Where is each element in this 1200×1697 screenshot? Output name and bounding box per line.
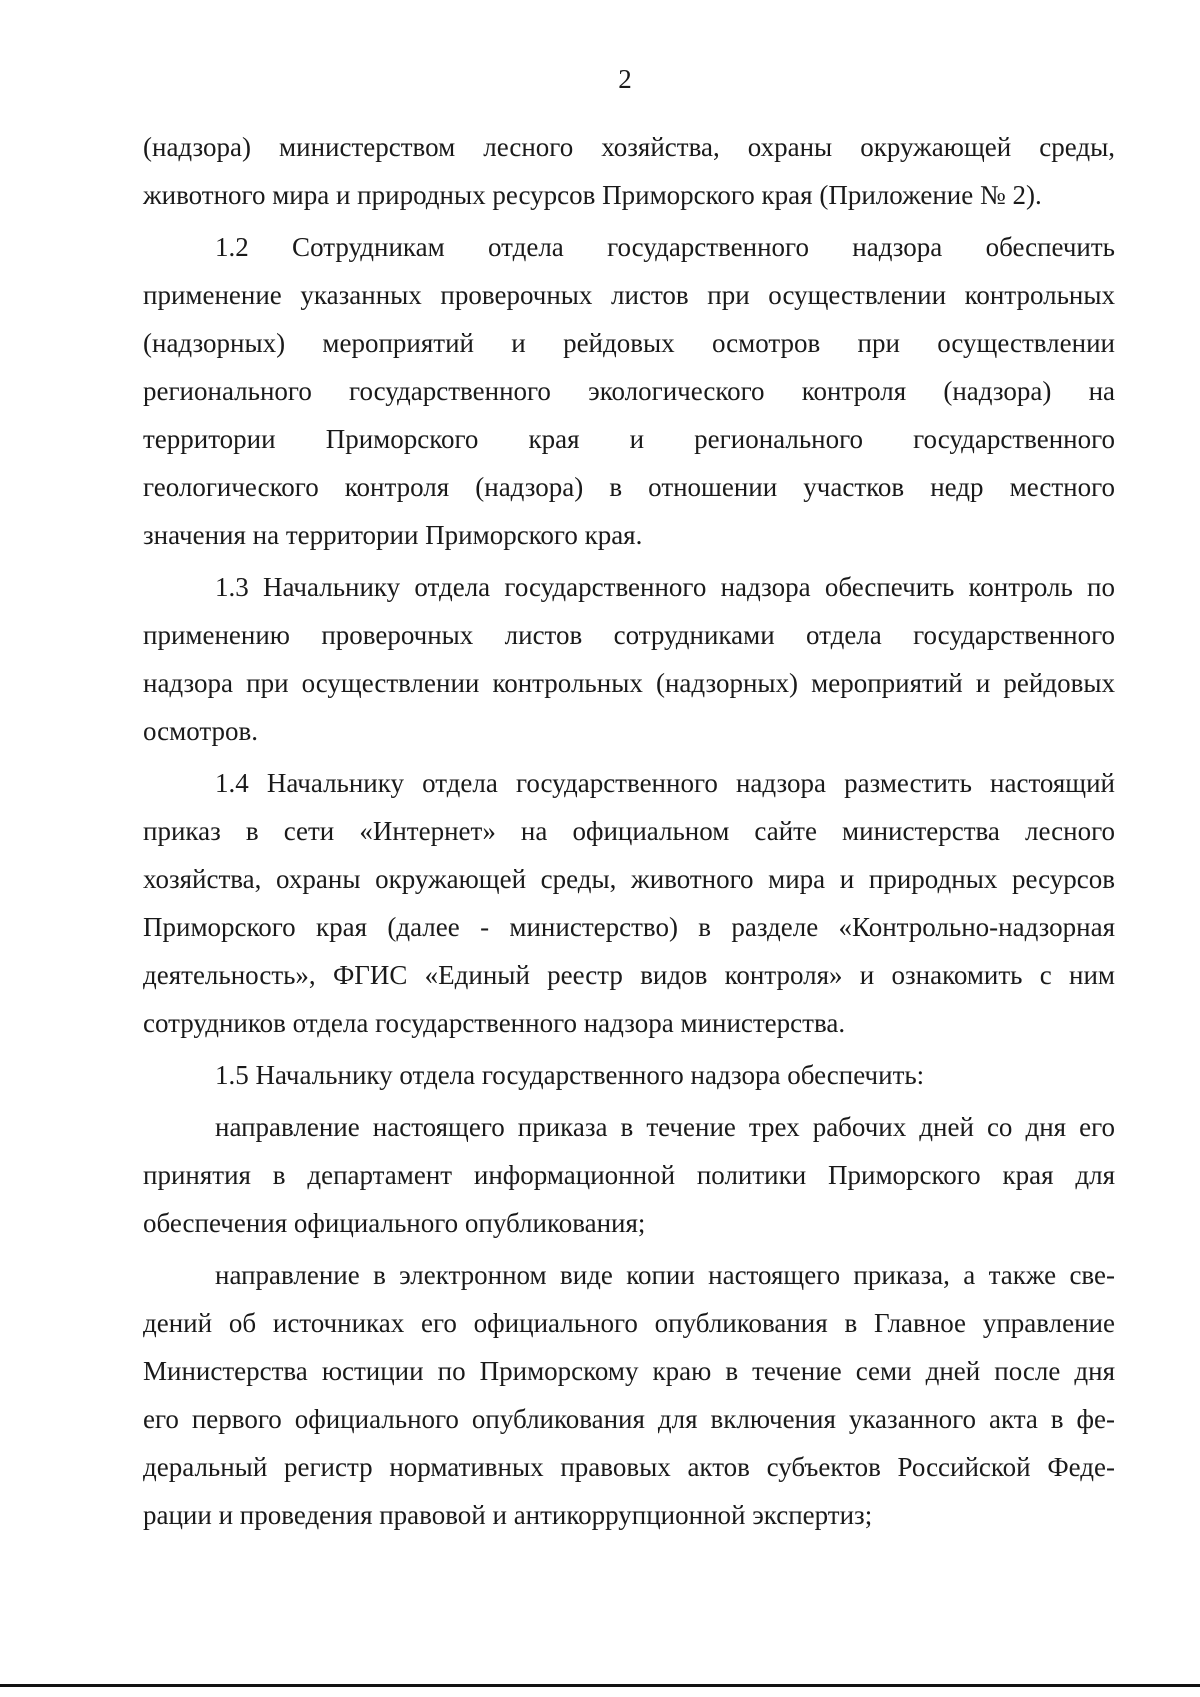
text-line: сотрудников отдела государственного надзора министерства.: [143, 1008, 846, 1038]
page-number: 2: [618, 64, 632, 94]
text-line: Министерства юстиции по Приморскому краю в течение семи дней после дня: [143, 1356, 1115, 1386]
text-line: применение указанных проверочных листов при осуществлении контрольных: [143, 280, 1115, 310]
text-line: 1.3 Начальнику отдела государственного надзора обеспечить контроль по: [215, 572, 1115, 602]
text-line: направление настоящего приказа в течение трех рабочих дней со дня его: [215, 1112, 1115, 1142]
text-line: значения на территории Приморского края.: [143, 520, 643, 550]
text-line: надзора при осуществлении контрольных (надзорных) мероприятий и рейдовых: [143, 668, 1115, 698]
text-line: (надзора) министерством лесного хозяйства, охраны окружающей среды,: [143, 132, 1115, 162]
text-line: 1.2 Сотрудникам отдела государственного надзора обеспечить: [215, 232, 1115, 262]
text-line: 1.4 Начальнику отдела государственного надзора разместить настоящий: [215, 768, 1115, 798]
text-line: регионального государственного экологического контроля (надзора) на: [143, 376, 1115, 406]
paragraph: [143, 123, 1115, 219]
text-line: животного мира и природных ресурсов Приморского края (Приложение № 2).: [143, 180, 1042, 210]
text-line: Приморского края (далее - министерство) в разделе «Контрольно-надзорная: [143, 912, 1115, 942]
text-line: дений об источниках его официального опубликования в Главное управление: [143, 1308, 1115, 1338]
paragraph: [143, 1103, 1115, 1247]
scan-edge-line: [0, 1684, 1200, 1687]
text-line: обеспечения официального опубликования;: [143, 1208, 646, 1238]
text-line: хозяйства, охраны окружающей среды, животного мира и природных ресурсов: [143, 864, 1115, 894]
text-line: приказ в сети «Интернет» на официальном сайте министерства лесного: [143, 816, 1115, 846]
text-line: 1.5 Начальнику отдела государственного надзора обеспечить:: [215, 1060, 925, 1090]
text-line: осмотров.: [143, 716, 259, 746]
text-line: (надзорных) мероприятий и рейдовых осмотров при осуществлении: [143, 328, 1115, 358]
paragraph-item-1-2: [143, 223, 1115, 559]
text-line: направление в электронном виде копии настоящего приказа, а также све-: [215, 1260, 1115, 1290]
text-line: территории Приморского края и регионального государственного: [143, 424, 1115, 454]
text-line: деятельность», ФГИС «Единый реестр видов контроля» и ознакомить с ним: [143, 960, 1115, 990]
text-line: геологического контроля (надзора) в отношении участков недр местного: [143, 472, 1115, 502]
paragraph-item-1-3: [143, 563, 1115, 755]
paragraph-item-1-5: [143, 1051, 1115, 1099]
text-line: применению проверочных листов сотрудниками отдела государственного: [143, 620, 1115, 650]
paragraph-item-1-4: [143, 759, 1115, 1047]
text-line: рации и проведения правовой и антикоррупционной экспертиз;: [143, 1500, 873, 1530]
document-body: [143, 123, 1115, 1539]
paragraph: [143, 1251, 1115, 1539]
text-line: его первого официального опубликования для включения указанного акта в фе-: [143, 1404, 1115, 1434]
text-line: деральный регистр нормативных правовых актов субъектов Российской Феде-: [143, 1452, 1115, 1482]
text-line: принятия в департамент информационной политики Приморского края для: [143, 1160, 1115, 1190]
